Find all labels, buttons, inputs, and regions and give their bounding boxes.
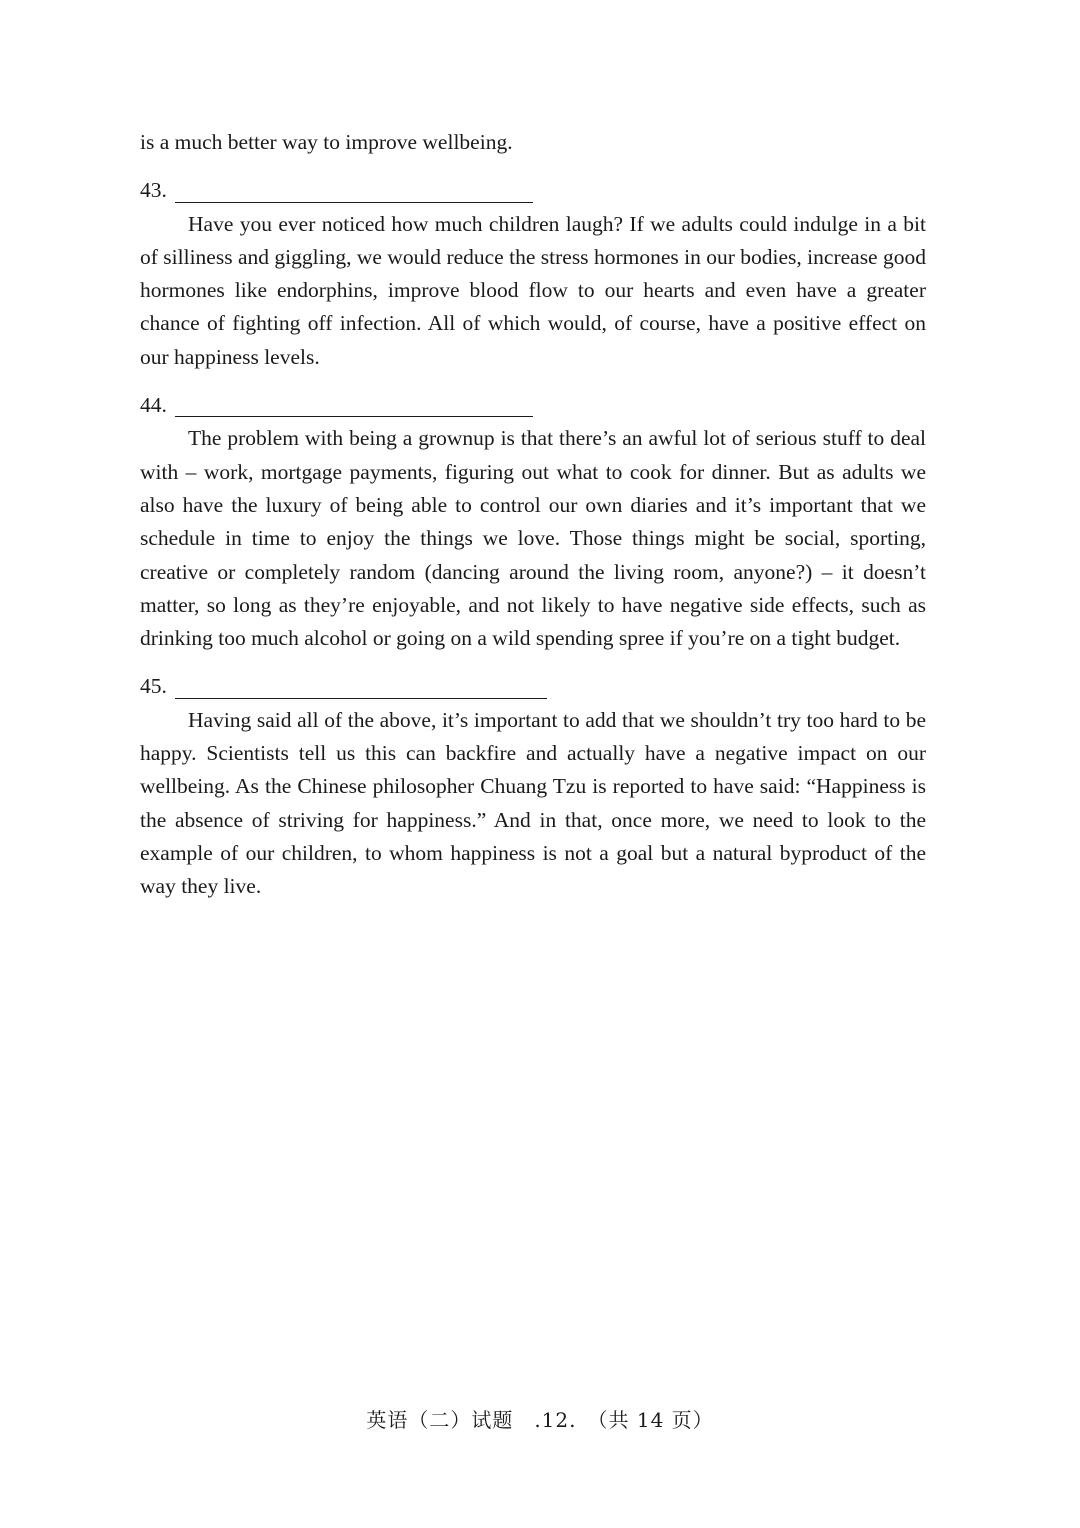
question-45-blank-line: [140, 670, 926, 703]
question-44-blank-line: [140, 389, 926, 422]
answer-blank[interactable]: [175, 416, 533, 417]
question-number: 45.: [140, 674, 167, 699]
question-43-blank-line: [140, 174, 926, 207]
lead-text-line: is a much better way to improve wellbeing.: [140, 130, 513, 154]
page-footer: 英语（二）试题 .12. （共 14 页）: [366, 1408, 714, 1432]
paragraph-43: Have you ever noticed how much children laugh? If we adults could indulge in a bit of silliness and giggling, we would reduce the stress hormones in our bodies, increase good hormones like endorphins, improve blood flow to our hearts and even have a greater chance of fighting off infection. All of which would, of course, have a positive effect on our happiness levels.: [140, 211, 926, 369]
exam-page-body: [140, 126, 926, 904]
paragraph-45: Having said all of the above, it’s important to add that we shouldn’t try too hard to be happy. Scientists tell us this can backfire and actually have a negative impact on our wellbeing. As the Chinese philosopher Chuang Tzu is reported to have said: “Happiness is the absence of striving for happiness.” And in that, once more, we need to look to the example of our children, to whom happiness is not a goal but a natural byproduct of the way they live.: [140, 707, 926, 899]
question-number: 43.: [140, 178, 167, 203]
question-number: 44.: [140, 393, 167, 418]
answer-blank[interactable]: [175, 698, 547, 699]
paragraph-44: The problem with being a grownup is that there’s an awful lot of serious stuff to deal with – work, mortgage payments, figuring out what to cook for dinner. But as adults we also have the luxury of being able to control our own diaries and it’s important that we schedule in time to enjoy the things we love. Those things might be social, sporting, creative or completely random (dancing around the living room, anyone?) – it doesn’t matter, so long as they’re enjoyable, and not likely to have negative side effects, such as drinking too much alcohol or going on a wild spending spree if you’re on a tight budget.: [140, 426, 926, 651]
answer-blank[interactable]: [175, 202, 533, 203]
